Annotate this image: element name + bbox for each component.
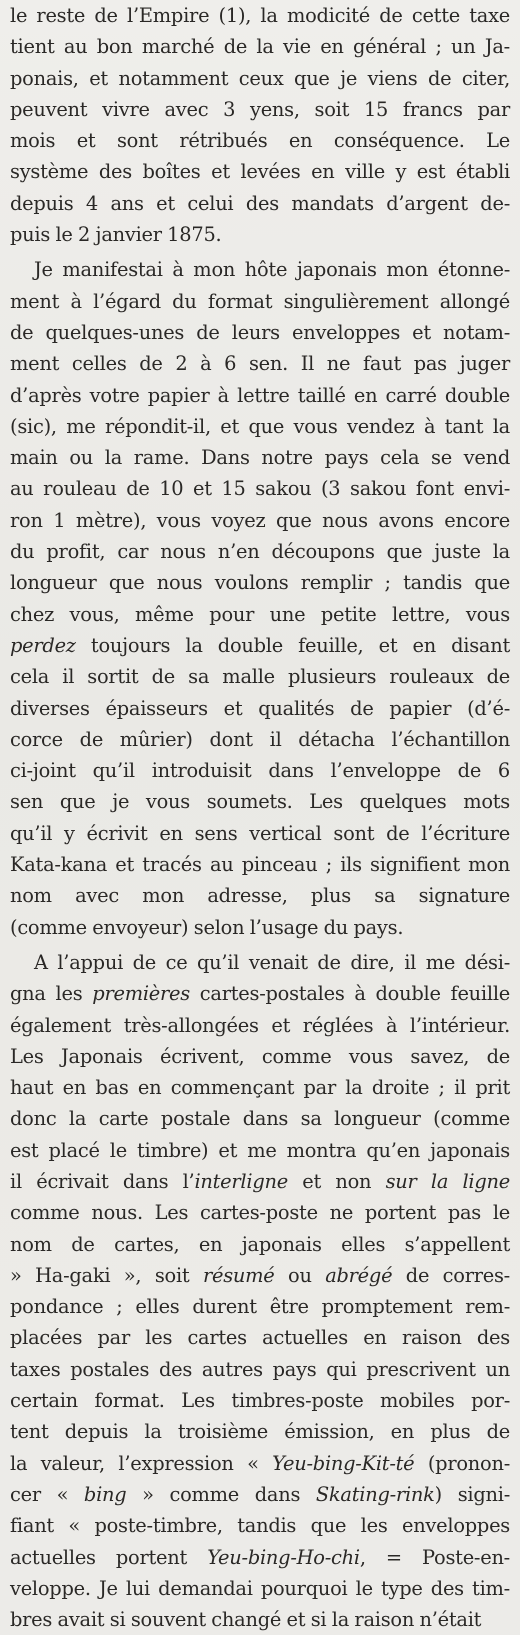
text-line [10,348,510,379]
text-run: tient au bon marché de la vie en général ; un Ja- [10,35,510,59]
text-line [10,1354,510,1385]
text-line [10,188,510,219]
text-line [10,1542,510,1573]
text-run: placées par les cartes actuelles en raison des [10,1326,510,1350]
text-line [10,1510,510,1541]
text-line [10,1041,510,1072]
text-line [10,0,510,31]
text-line [10,156,510,187]
text-line [10,286,510,317]
text-run: » Ha-gaki », soit [10,1263,203,1287]
text-line [10,1135,510,1166]
text-run: d’après votre papier à lettre taillé en carré double [10,383,510,407]
text-run: Les Japonais écrivent, comme vous savez, de [10,1044,510,1068]
text-line [10,1479,510,1510]
text-run: puis le 2 janvier 1875. [10,223,222,247]
text-line [10,1604,510,1635]
text-run: Je manifestai à mon hôte japonais mon étonne- [34,258,510,282]
text-line [10,125,510,156]
italic-text: Skating-rink [315,1482,435,1506]
text-run: nom avec mon adresse, plus sa signature [10,884,510,908]
text-line [10,786,510,817]
text-run: ment à l’égard du format singulièrement allongé [10,289,510,313]
text-line [10,536,510,567]
text-run: pondance ; elles durent être promptement rem- [10,1295,510,1319]
text-run: chez vous, même pour une petite lettre, vous [10,602,510,626]
text-run: ci-joint qu’il introduisit dans l’enveloppe de 6 [10,759,510,783]
text-run: système des boîtes et levées en ville y est établi [10,160,510,184]
text-run: donc la carte postale dans sa longueur (comme [10,1107,510,1131]
text-run: certain format. Les timbres-poste mobiles por- [10,1389,510,1413]
text-line [10,1010,510,1041]
text-line [10,567,510,598]
text-run: taxes postales des autres pays qui prescrivent un [10,1357,510,1381]
text-run: est placé le timbre) et me montra qu’en japonais [10,1138,510,1162]
text-line [10,880,510,911]
text-line [10,755,510,786]
text-run: longueur que nous voulons remplir ; tandis que [10,571,510,595]
text-line [10,1322,510,1353]
text-line [10,473,510,504]
text-line [10,219,510,250]
text-line [10,849,510,880]
text-run: cela il sortit de sa malle plusieurs rouleaux de [10,665,510,689]
text-line [10,442,510,473]
text-run: corce de mûrier) dont il détacha l’échantillon [10,727,510,751]
text-run: qu’il y écrivit en sens vertical sont de l’écriture [10,821,510,845]
text-run: , = Poste-en- [359,1545,510,1569]
text-run: ron 1 mètre), vous voyez que nous avons encore [10,508,510,532]
text-run: ment celles de 2 à 6 sen. Il ne faut pas juger [10,352,510,376]
text-line [10,630,510,661]
text-line [10,1197,510,1228]
italic-text: Yeu-bing-Ho-chi [207,1545,360,1569]
text-line [10,1448,510,1479]
text-line [10,978,510,1009]
text-line [10,411,510,442]
text-run: gna les [10,982,93,1006]
text-run: Kata-kana et tracés au pinceau ; ils signifient mon [10,853,510,877]
text-line [10,380,510,411]
text-line [10,1103,510,1134]
text-run: depuis 4 ans et celui des mandats d’argent de- [10,191,510,215]
italic-text: perdez [10,633,76,657]
text-run: tent depuis la troisième émission, en plus de [10,1420,510,1444]
text-run: cartes-postales à double feuille [189,982,510,1006]
text-line [10,1416,510,1447]
text-line [10,724,510,755]
text-line [10,94,510,125]
text-run: ) signi- [434,1482,511,1506]
italic-text: sur la ligne [385,1169,510,1193]
text-run: (comme envoyeur) selon l’usage du pays. [10,915,404,939]
text-run: comme nous. Les cartes-poste ne portent pas le [10,1201,510,1225]
text-line [10,1291,510,1322]
italic-text: interligne [194,1169,288,1193]
text-line [10,947,510,978]
text-run: peuvent vivre avec 3 yens, soit 15 francs par [10,97,510,121]
text-line [10,1385,510,1416]
text-run: également très-allongées et réglées à l’intérieur. [10,1013,510,1037]
text-line [10,693,510,724]
text-line [10,1166,510,1197]
text-run: sen que je vous soumets. Les quelques mots [10,790,510,814]
text-run: diverses épaisseurs et qualités de papier (d’é- [10,696,510,720]
text-run: actuelles portent [10,1545,208,1569]
italic-text: résumé [202,1263,275,1287]
text-line [10,1229,510,1260]
italic-text: premières [92,982,190,1006]
text-line [10,63,510,94]
text-line [10,661,510,692]
text-run: mois et sont rétribués en conséquence. Le [10,129,510,153]
text-run: de quelques-unes de leurs enveloppes et notam- [10,320,510,344]
text-run: le reste de l’Empire (1), la modicité de cette taxe [10,4,510,27]
text-run: nom de cartes, en japonais elles s’appellent [10,1232,510,1256]
paragraph-2 [10,254,510,943]
text-run: fiant « poste-timbre, tandis que les enveloppes [10,1514,510,1538]
text-line [10,31,510,62]
text-line [10,912,510,943]
text-line [10,254,510,285]
text-run: bres avait si souvent changé et si la raison n’était [10,1608,482,1632]
text-run: » comme dans [126,1482,316,1506]
text-run: cer « [10,1482,84,1506]
text-run: la valeur, l’expression « [10,1451,273,1475]
text-line [10,1260,510,1291]
text-line [10,599,510,630]
text-run: ponais, et notamment ceux que je viens de citer, [10,66,510,90]
text-run: (pronon- [414,1451,510,1475]
text-run: de corres- [392,1263,510,1287]
italic-text: abrégé [325,1263,393,1287]
text-run: toujours la double feuille, et en disant [75,633,510,657]
italic-text: bing [83,1482,127,1506]
paragraph-3 [10,947,510,1635]
text-run: A l’appui de ce qu’il venait de dire, il me dési- [34,950,510,974]
text-line [10,1573,510,1604]
text-run: et non [287,1169,386,1193]
text-run: veloppe. Je lui demandai pourquoi le type des tim- [10,1576,510,1600]
text-run: main ou la rame. Dans notre pays cela se vend [10,446,510,470]
text-run: ou [274,1263,326,1287]
text-run: haut en bas en commençant par la droite ; il prit [10,1076,510,1100]
italic-text: Yeu-bing-Kit-té [272,1451,415,1475]
text-line [10,317,510,348]
text-run: au rouleau de 10 et 15 sakou (3 sakou font envi- [10,477,510,501]
paragraph-1 [10,0,510,250]
text-line [10,818,510,849]
text-line [10,505,510,536]
text-column [10,0,510,1635]
text-run: il écrivait dans l’ [10,1169,195,1193]
text-run: du profit, car nous n’en découpons que juste la [10,540,510,564]
text-run: (sic), me répondit-il, et que vous vendez à tant la [10,414,510,438]
text-line [10,1072,510,1103]
